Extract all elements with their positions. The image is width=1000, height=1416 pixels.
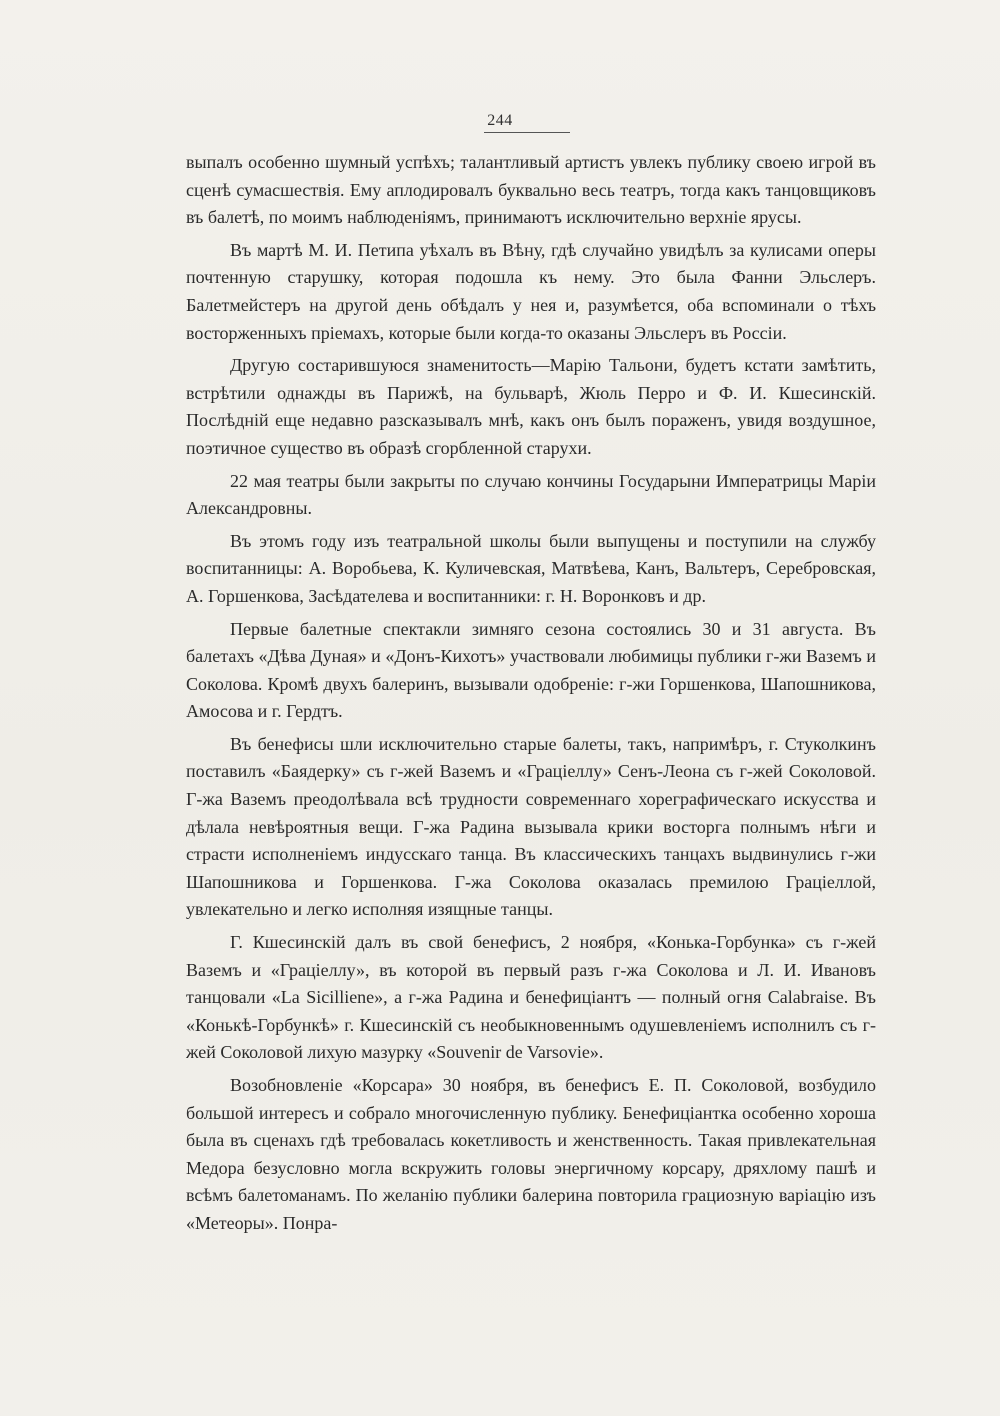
paragraph: Г. Кшесинскій далъ въ свой бенефисъ, 2 ноября, «Конька-Горбунка» съ г-жей Вaземъ и «Граціеллу», въ которой въ первый разъ г-жа Соколова и Л. И. Ивановъ танцовали «La Sicilliene», а г-жа Радина и бенефиціантъ — полный огня Calabraise. Въ «Конькѣ-Горбункѣ» г. Кшесинскій съ необыкновеннымъ одушевленіемъ исполнилъ съ г-жей Соколовой лихую мазурку «Souvenir de Varsovie». xyxy=(186,932,876,1063)
body-text xyxy=(186,149,876,1243)
paragraph: Другую состарившуюся знаменитость—Марію Тальони, будетъ кстати замѣтить, встрѣтили однажды въ Парижѣ, на бульварѣ, Жюль Перро и Ф. И. Кшесинскій. Послѣдній еще недавно разсказывалъ мнѣ, какъ онъ былъ пораженъ, увидя воздушное, поэтичное существо въ образѣ сгорбленной старухи. xyxy=(186,355,876,458)
paragraph: 22 мая театры были закрыты по случаю кончины Государыни Императрицы Маріи Александровны. xyxy=(186,470,876,519)
paragraph: Въ бенефисы шли исключительно старые балеты, такъ, напримѣръ, г. Стуколкинъ поставилъ «Баядерку» съ г-жей Вaземъ и «Граціеллу» Сенъ-Леона съ г-жей Соколовой. Г-жа Вaземъ преодолѣвала всѣ трудности современнаго хореграфическаго искусства и дѣлала невѣроятныя вещи. Г-жа Радина вызывала крики восторга полнымъ нѣги и страсти исполненіемъ индусскаго танца. Въ классическихъ танцахъ выдвинулись г-жи Шапошникова и Горшенкова. Г-жа Соколова оказалась премилою Граціеллой, увлекательно и легко исполняя изящные танцы. xyxy=(186,733,876,920)
paragraph: Въ этомъ году изъ театральной школы были выпущены и поступили на службу воспитанницы: А. Воробьева, К. Куличевская, Матвѣева, Канъ, Вальтеръ, Серебровская, А. Горшенкова, Засѣдателева и воспитанники: г. Н. Воронковъ и др. xyxy=(186,530,876,606)
paragraph: Въ мартѣ М. И. Петипа уѣхалъ въ Вѣну, гдѣ случайно увидѣлъ за кулисами оперы почтенную старушку, которая подошла къ нему. Это была Фанни Эльслеръ. Балетмейстеръ на другой день обѣдалъ у нея и, разумѣется, оба вспоминали о тѣхъ восторженныхъ пріемахъ, которые были когда-то оказаны Эльслеръ въ Россіи. xyxy=(186,239,876,343)
page-number-rule xyxy=(484,132,570,133)
page-number: 244 xyxy=(487,112,513,129)
paragraph: Возобновленіе «Корсара» 30 ноября, въ бенефисъ Е. П. Соколовой, возбудило большой интересъ и собрало многочисленную публику. Бенефиціантка особенно хороша была въ сценахъ гдѣ требовалась кокетливость и женственность. Такая привлекательная Медора безусловно могла вскружить головы энергичному корсару, дряхлому пашѣ и всѣмъ балетоманамъ. По желанію публики балерина повторила грациозную варіацію изъ «Метеоры». Понра- xyxy=(186,1075,876,1233)
paragraph: Первые балетные спектакли зимняго сезона состоялись 30 и 31 августа. Въ балетахъ «Дѣва Дуная» и «Донъ-Кихотъ» участвовали любимицы публики г-жи Вaземъ и Соколова. Кромѣ двухъ балеринъ, вызывали одобреніе: г-жи Горшенкова, Шапошникова, Амосова и г. Гердтъ. xyxy=(186,618,876,722)
paragraph: выпалъ особенно шумный успѣхъ; талантливый артистъ увлекъ публику своею игрой въ сценѣ сумасшествія. Ему аплодировалъ буквально весь театръ, тогда какъ танцовщиковъ въ балетѣ, по моимъ наблюденіямъ, принимаютъ исключительно верхніе ярусы. xyxy=(186,152,876,228)
